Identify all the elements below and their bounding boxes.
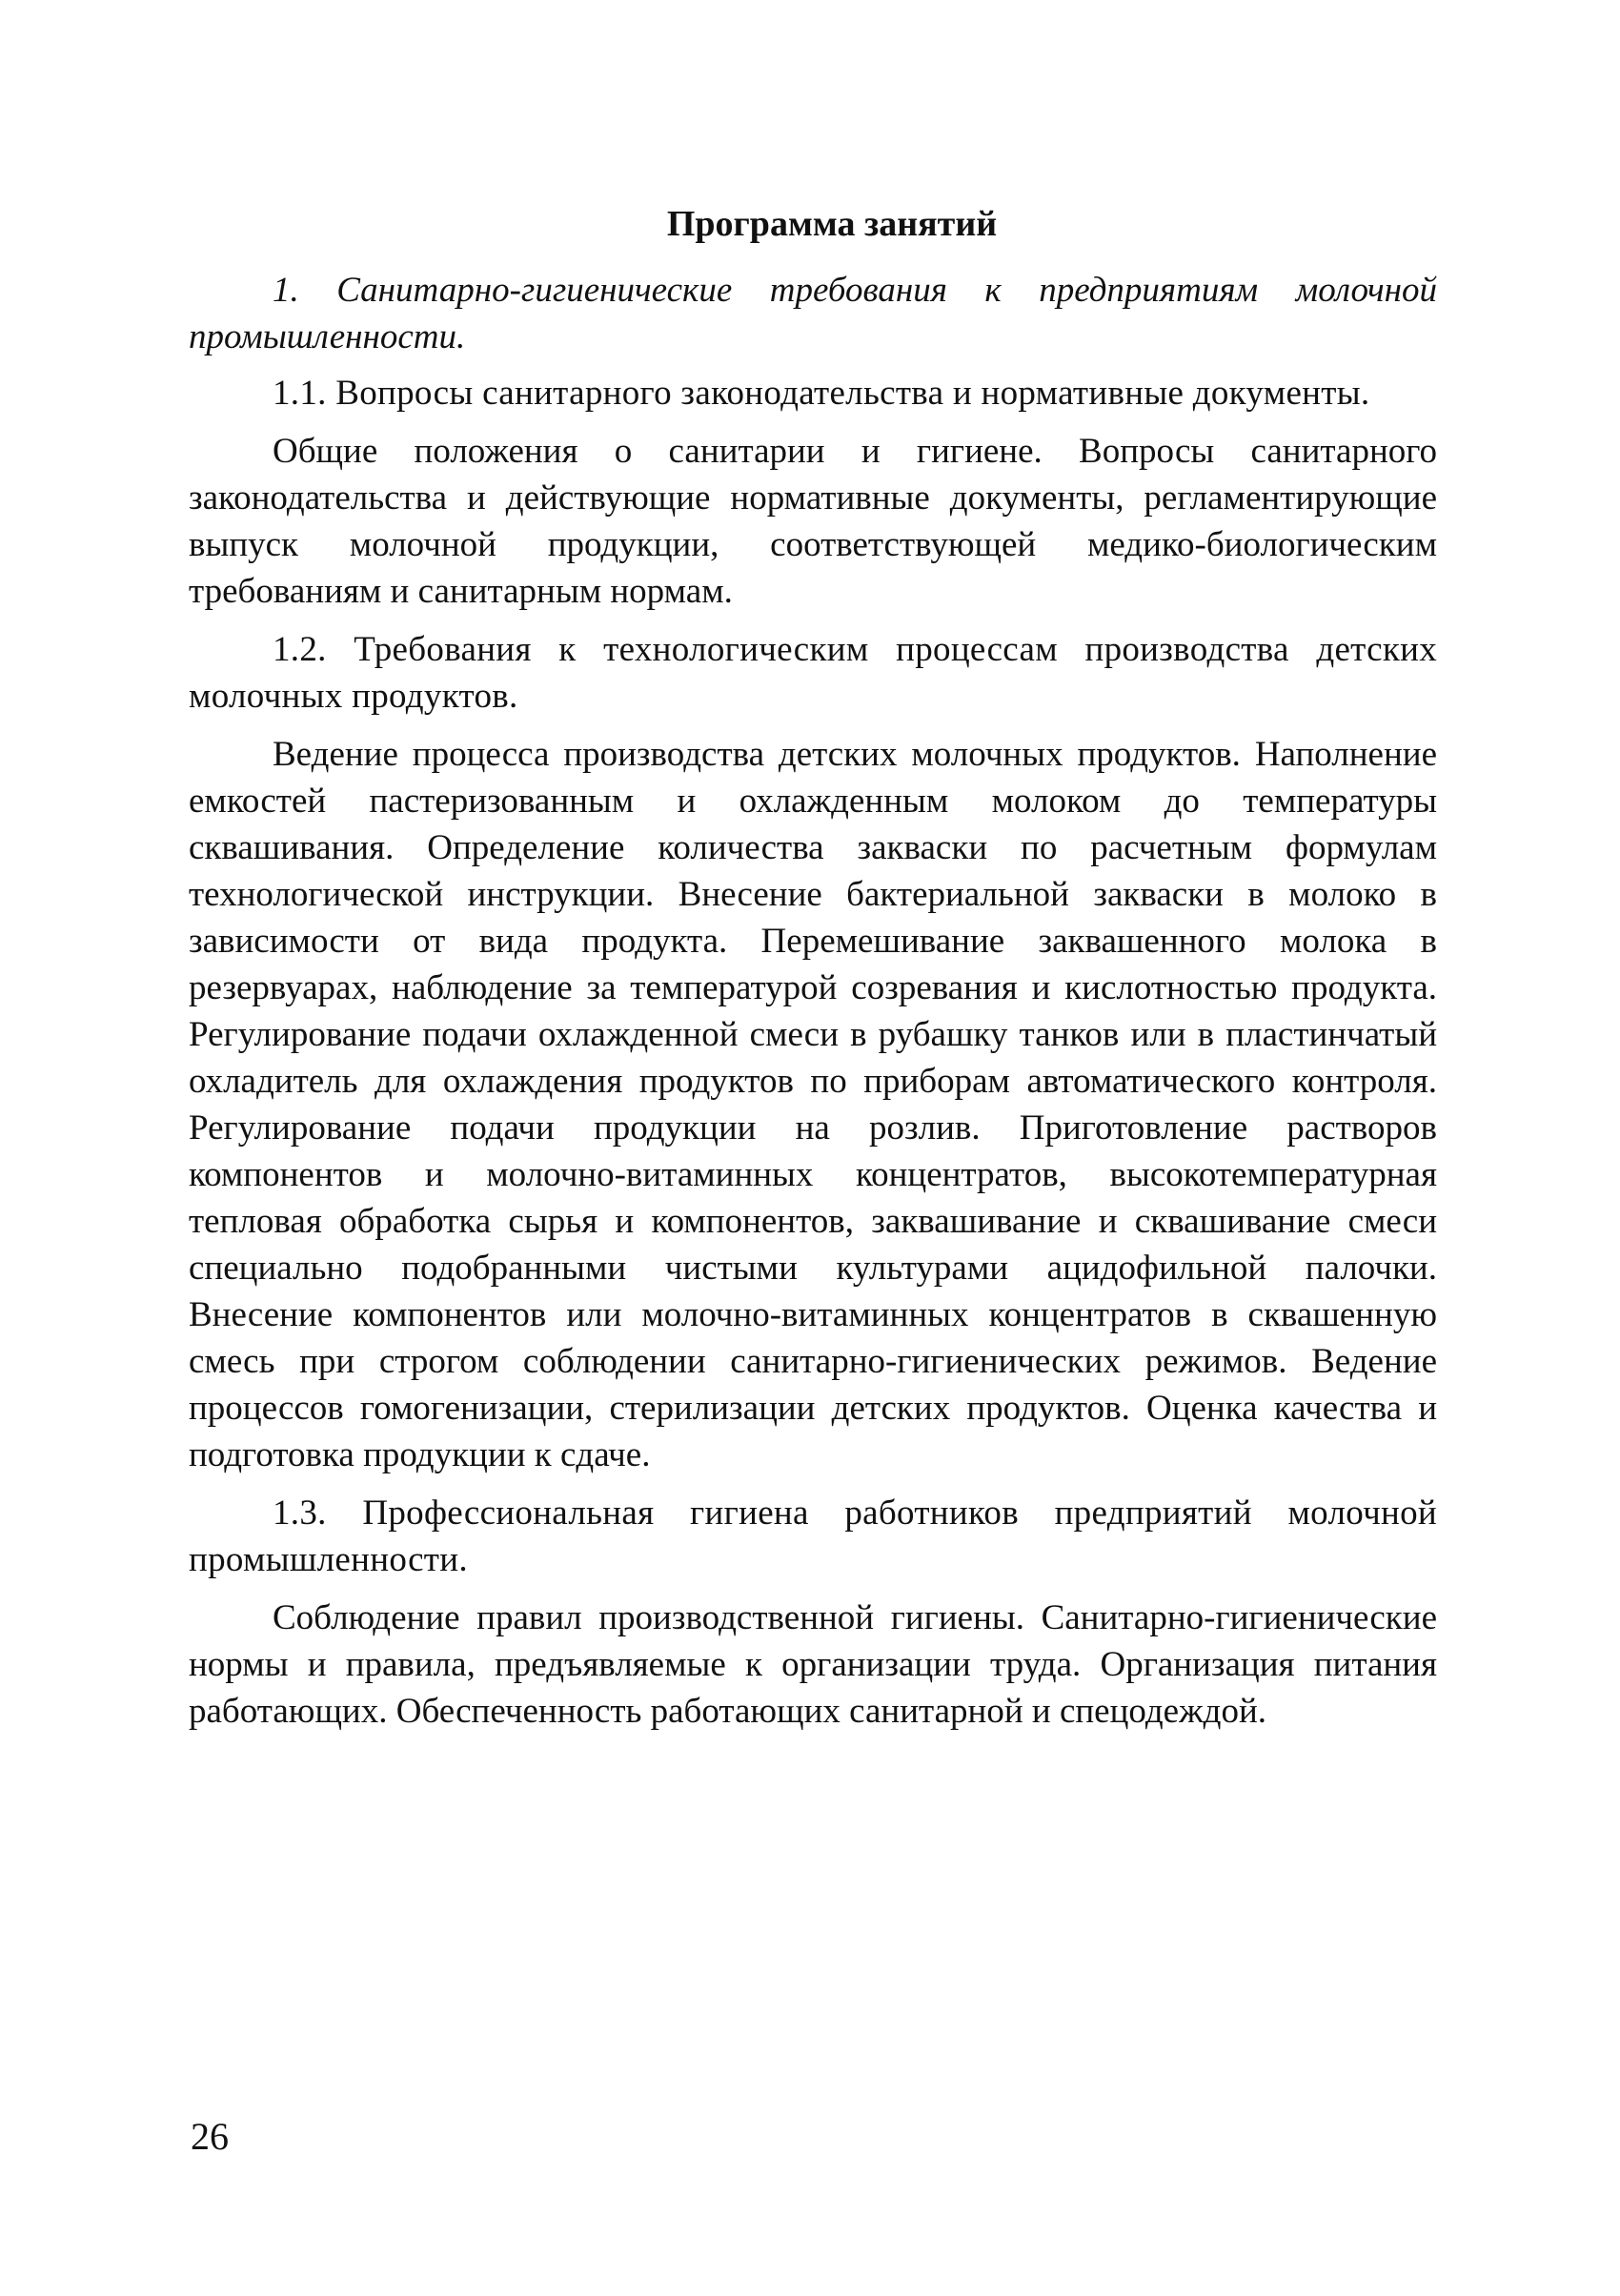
subsection-text-1-3: Соблюдение правил производственной гигиены. Санитарно-гигиенические нормы и правила, предъявляемые к организации труда. Организация питания работающих. Обеспеченность работающих санитарной и спецодеждой.: [189, 1598, 1437, 1731]
subsection-heading-1-2: 1.2. Требования к технологическим процессам производства детских молочных продуктов.: [189, 630, 1437, 716]
subsection-heading-1-3: 1.3. Профессиональная гигиена работников предприятий молочной промышленности.: [189, 1493, 1437, 1579]
page-number: 26: [191, 2115, 229, 2158]
page-content: [189, 200, 1437, 1746]
page-title: Программа занятий: [666, 204, 998, 244]
section-heading: 1. Санитарно-гигиенические требования к предприятиям молочной промышленности.: [189, 271, 1437, 356]
subsection-text-1-1: Общие положения о санитарии и гигиене. Вопросы санитарного законодательства и действующие нормативные документы, регламентирующие выпуск молочной продукции, соответствующей медико-биологическим требованиям и санитарным нормам.: [189, 432, 1437, 611]
subsection-text-1-2: Ведение процесса производства детских молочных продуктов. Наполнение емкостей пастеризованным и охлажденным молоком до температуры сквашивания. Определение количества закваски по расчетным формулам технологической инструкции. Внесение бактериальной закваски в молоко в зависимости от вида продукта. Перемешивание заквашенного молока в резервуарах, наблюдение за температурой созревания и кислотностью продукта. Регулирование подачи охлажденной смеси в рубашку танков или в пластинчатый охладитель для охлаждения продуктов по приборам автоматического контроля. Регулирование подачи продукции на розлив. Приготовление растворов компонентов и молочно-витаминных концентратов, высокотемпературная тепловая обработка сырья и компонентов, заквашивание и сквашивание смеси специально подобранными чистыми культурами ацидофильной палочки. Внесение компонентов или молочно-витаминных концентратов в сквашенную смесь при строгом соблюдении санитарно-гигиенических режимов. Ведение процессов гомогенизации, стерилизации детских продуктов. Оценка качества и подготовка продукции к сдаче.: [189, 735, 1437, 1474]
subsection-heading-1-1: 1.1. Вопросы санитарного законодательства и нормативные документы.: [273, 374, 1370, 413]
